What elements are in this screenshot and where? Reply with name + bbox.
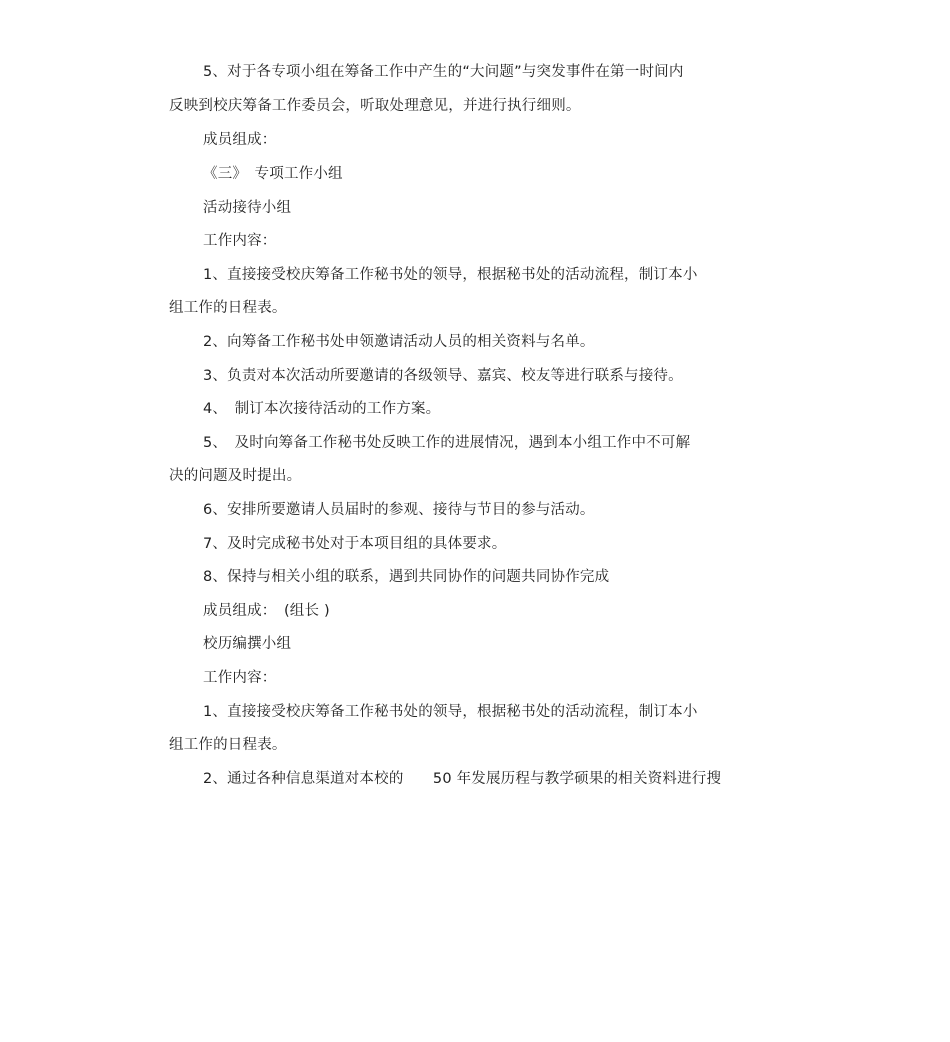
paragraph-line: 3、负责对本次活动所要邀请的各级领导、嘉宾、校友等进行联系与接待。 [203,368,683,384]
paragraph-line: 6、安排所要邀请人员届时的参观、接待与节目的参与活动。 [203,502,595,518]
group-title: 活动接待小组 [203,200,292,216]
paragraph-line: 5、对于各专项小组在筹备工作中产生的“大问题”与突发事件在第一时间内 [203,64,684,80]
paragraph-line: 2、通过各种信息渠道对本校的 50 年发展历程与教学硕果的相关资料进行搜 [203,771,722,787]
paragraph-line: 成员组成： (组长 ) [203,603,330,619]
paragraph-line: 2、向筹备工作秘书处申领邀请活动人员的相关资料与名单。 [203,334,595,350]
paragraph-line: 8、保持与相关小组的联系，遇到共同协作的问题共同协作完成 [203,569,610,585]
group-title: 校历编撰小组 [203,636,292,652]
paragraph-line: 1、直接接受校庆筹备工作秘书处的领导，根据秘书处的活动流程，制订本小 [203,704,698,720]
paragraph-line: 组工作的日程表。 [169,737,287,753]
paragraph-line: 7、及时完成秘书处对于本项目组的具体要求。 [203,536,507,552]
paragraph-line: 1、直接接受校庆筹备工作秘书处的领导，根据秘书处的活动流程，制订本小 [203,267,698,283]
paragraph-line: 成员组成： [203,132,277,148]
paragraph-line: 工作内容： [203,233,277,249]
paragraph-line: 反映到校庆筹备工作委员会，听取处理意见，并进行执行细则。 [169,98,581,114]
paragraph-line: 决的问题及时提出。 [169,468,302,484]
section-heading: 《三》 专项工作小组 [203,166,343,182]
paragraph-line: 工作内容： [203,670,277,686]
paragraph-line: 4、 制订本次接待活动的工作方案。 [203,401,441,417]
paragraph-line: 组工作的日程表。 [169,300,287,316]
paragraph-line: 5、 及时向筹备工作秘书处反映工作的进展情况，遇到本小组工作中不可解 [203,435,691,451]
